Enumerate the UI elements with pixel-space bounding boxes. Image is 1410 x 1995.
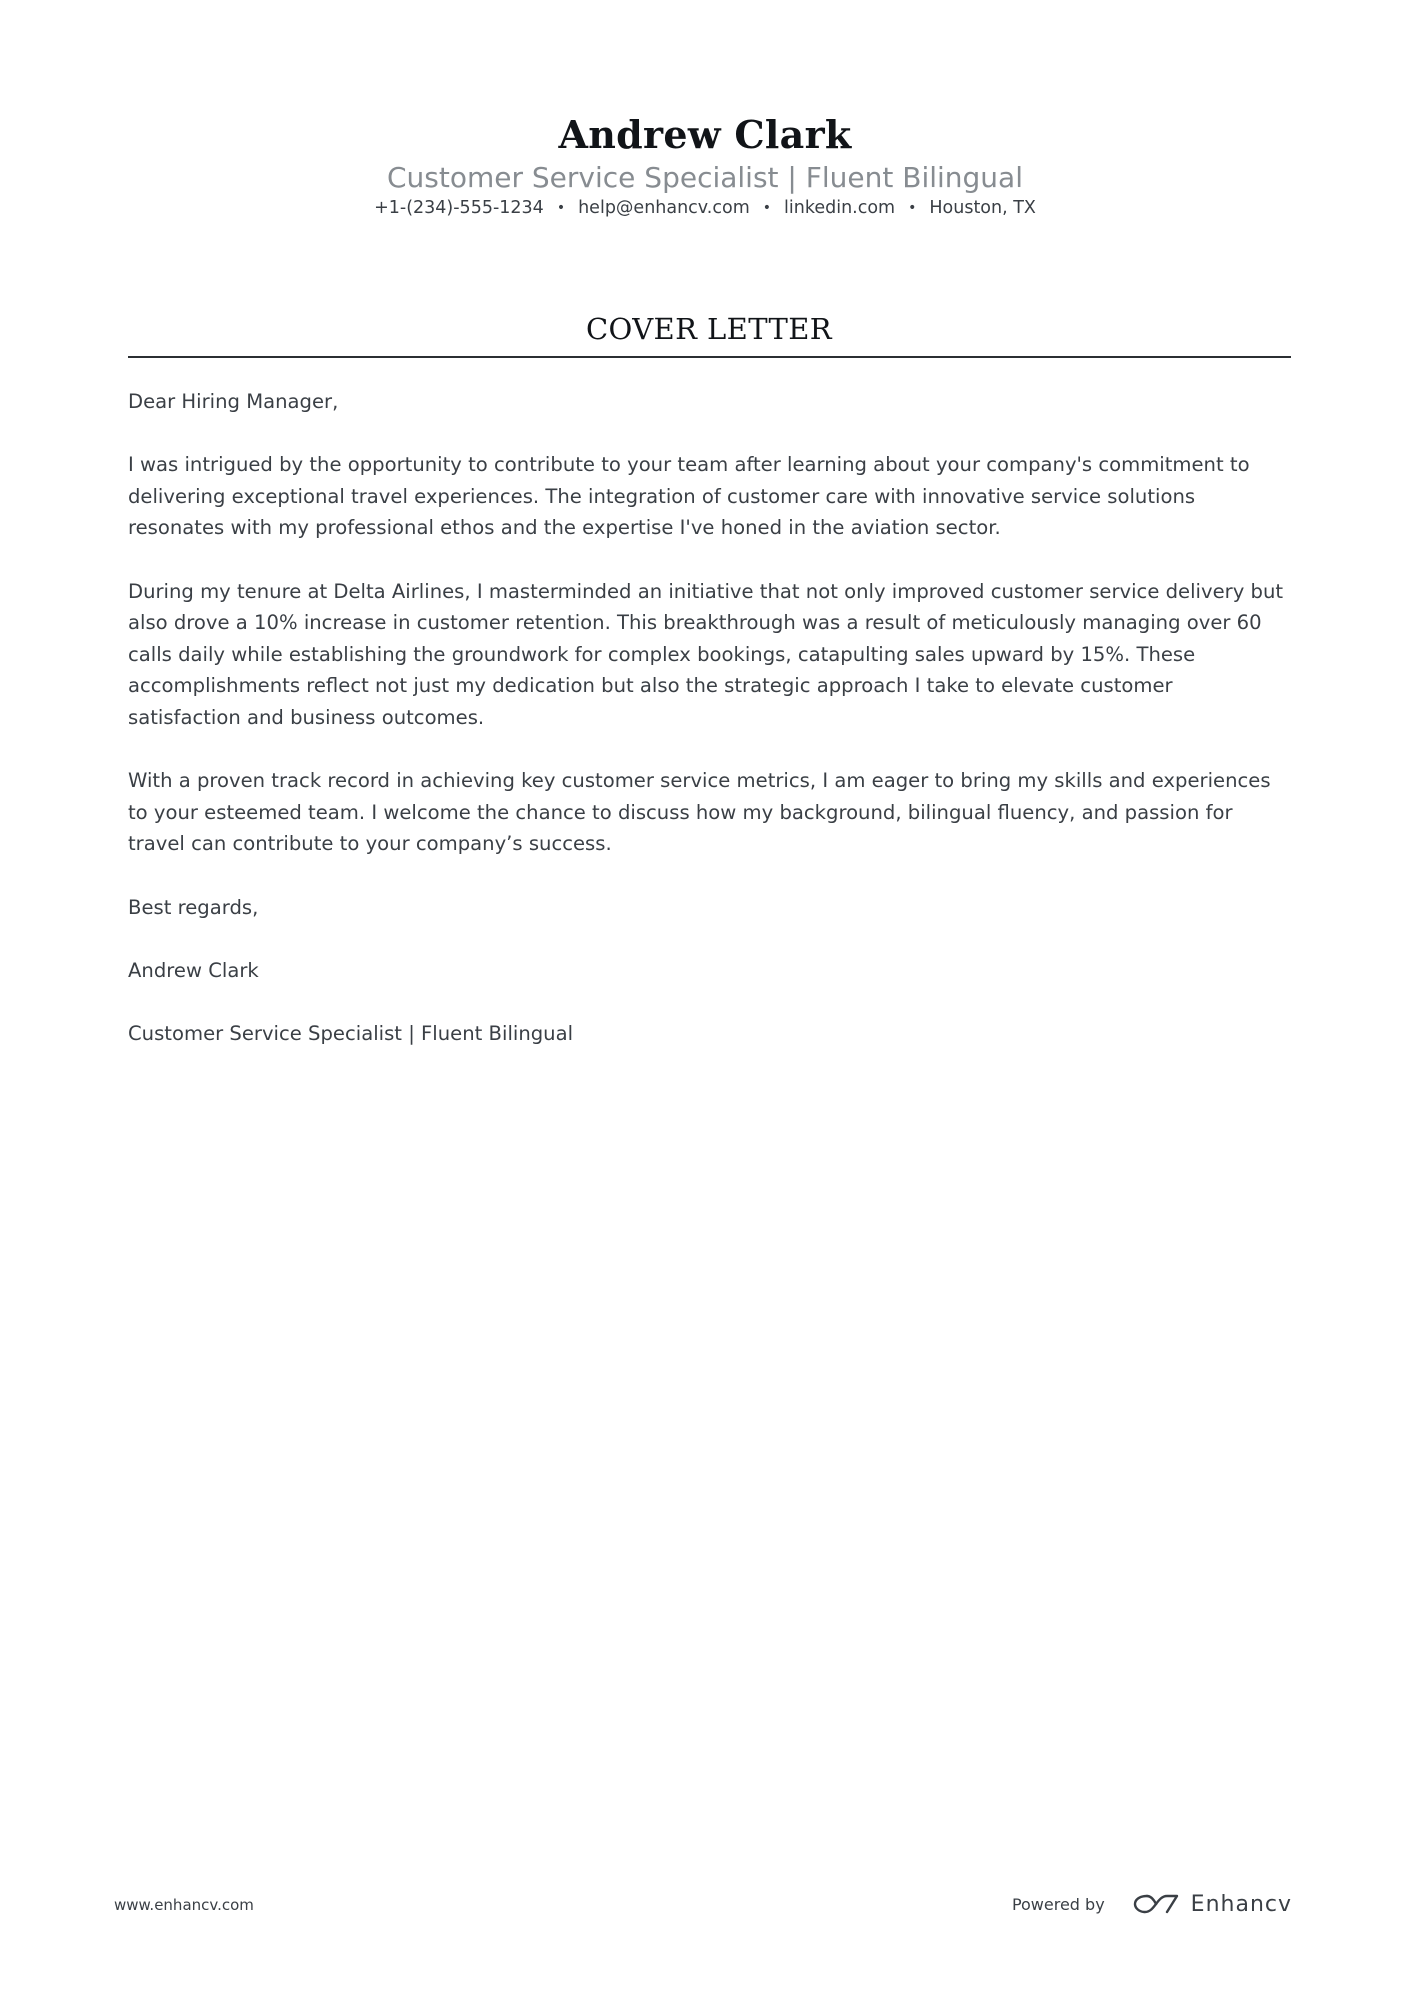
contact-line bbox=[0, 196, 1410, 220]
footer-website[interactable]: www.enhancv.com bbox=[114, 1896, 254, 1914]
applicant-headline: Customer Service Specialist | Fluent Bilingual bbox=[387, 161, 1023, 194]
section-title: COVER LETTER bbox=[585, 312, 833, 346]
signature-name: Andrew Clark bbox=[128, 958, 259, 982]
contact-location: Houston, TX bbox=[929, 198, 1036, 218]
letter-body bbox=[128, 386, 1291, 1081]
contact-separator: • bbox=[908, 200, 917, 216]
powered-by-label: Powered by bbox=[1011, 1894, 1105, 1914]
enhancv-logo-icon bbox=[1133, 1891, 1179, 1917]
resume-header bbox=[0, 112, 1410, 220]
signature-title: Customer Service Specialist | Fluent Bilingual bbox=[128, 1021, 574, 1045]
contact-phone: +1-(234)-555-1234 bbox=[374, 198, 544, 218]
letter-greeting: Dear Hiring Manager, bbox=[128, 390, 339, 413]
footer-branding[interactable] bbox=[1012, 1888, 1292, 1920]
letter-paragraph: With a proven track record in achieving key customer service metrics, I am eager to bring my skills and experiences to your esteemed team. I welcome the chance to discuss how my background, bilingual fluency, and passion for travel can contribute to your company’s success. bbox=[128, 769, 1271, 856]
letter-closing: Best regards, bbox=[128, 895, 259, 919]
section-divider bbox=[128, 356, 1291, 358]
contact-email[interactable]: help@enhancv.com bbox=[578, 198, 750, 218]
applicant-name: Andrew Clark bbox=[558, 112, 852, 157]
contact-separator: • bbox=[556, 200, 566, 216]
letter-paragraph: During my tenure at Delta Airlines, I masterminded an initiative that not only improved customer service delivery but also drove a 10% increase in customer retention. This breakthrough was a result of meticulously managing over 60 calls daily while establishing the groundwork for complex bookings, catapulting sales upward by 15%. These accomplishments reflect not just my dedication but also the strategic approach I take to elevate customer satisfaction and business outcomes. bbox=[128, 579, 1284, 729]
brand-name: Enhancv bbox=[1190, 1891, 1292, 1917]
contact-separator: • bbox=[762, 200, 772, 216]
letter-paragraph: I was intrigued by the opportunity to contribute to your team after learning about your company's commitment to delivering exceptional travel experiences. The integration of customer care with innovative service solutions resonates with my professional ethos and the expertise I've honed in the aviation sector. bbox=[128, 453, 1250, 540]
contact-linkedin[interactable]: linkedin.com bbox=[784, 198, 896, 218]
